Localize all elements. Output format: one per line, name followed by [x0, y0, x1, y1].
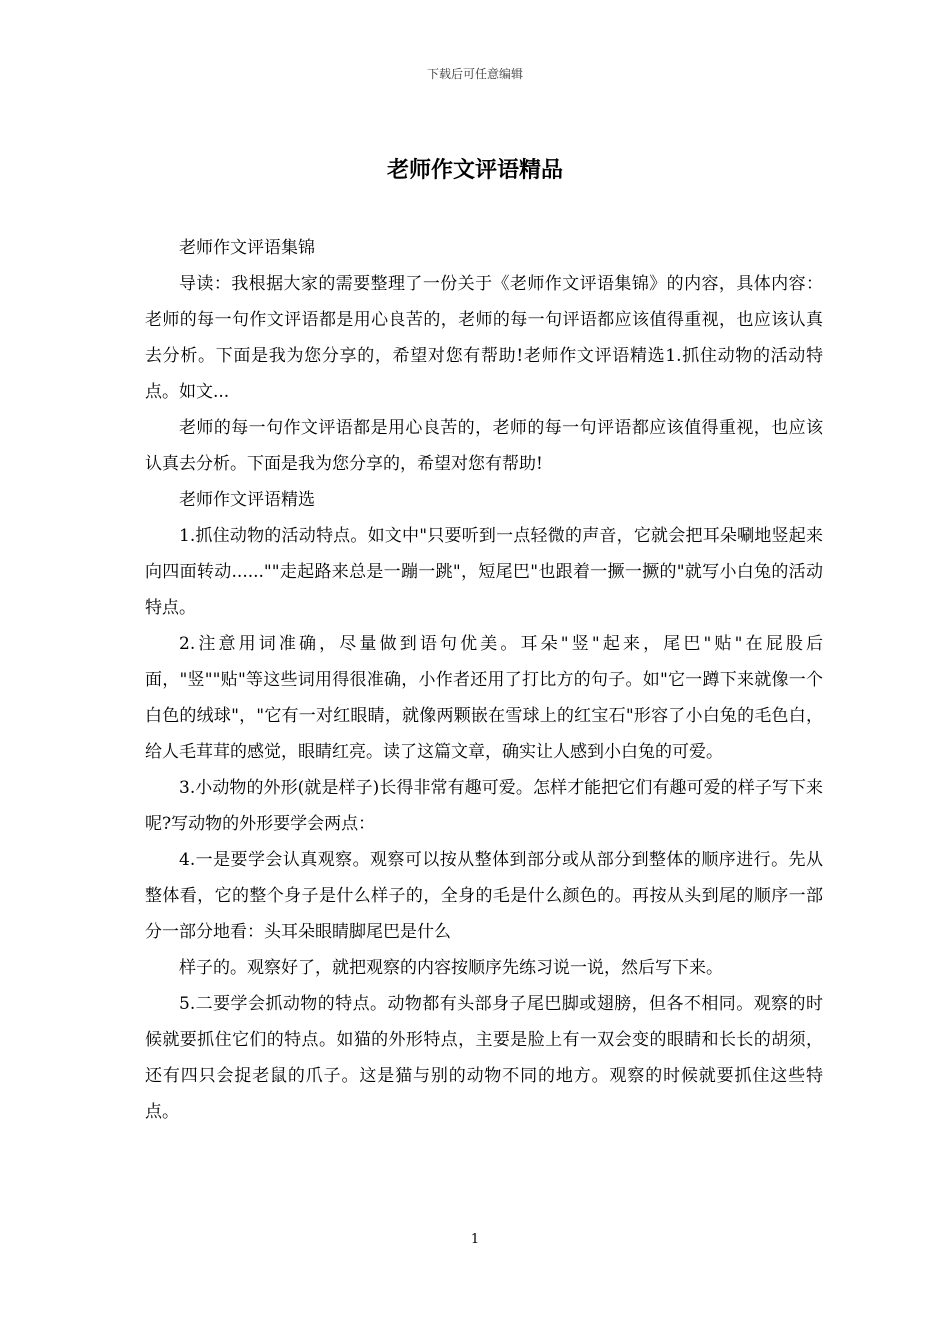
- page-header-note: 下载后可任意编辑: [426, 67, 523, 81]
- document-body: [145, 230, 823, 1130]
- page-number: 1: [470, 1232, 480, 1247]
- document-title: 老师作文评语精品: [386, 157, 563, 183]
- paragraph-subtitle: 老师作文评语集锦: [179, 238, 315, 258]
- paragraph-intro: 导读：我根据大家的需要整理了一份关于《老师作文评语集锦》的内容，具体内容：老师的每一句作文评语都是用心良苦的，老师的每一句评语都应该值得重视，也应该认真去分析。下面是我为您分享的，希望对您有帮助!老师作文评语精选1.抓住动物的活动特点。如文...: [145, 274, 823, 402]
- paragraph-point-3: 3.小动物的外形(就是样子)长得非常有趣可爱。怎样才能把它们有趣可爱的样子写下来呢?写动物的外形要学会两点：: [145, 778, 823, 834]
- paragraph-point-2: 2.注意用词准确，尽量做到语句优美。耳朵"竖"起来，尾巴"贴"在屁股后面，"竖""贴"等这些词用得很准确，小作者还用了打比方的句子。如"它一蹲下来就像一个白色的绒球"，"它有一对红眼睛，就像两颗嵌在雪球上的红宝石"形容了小白兔的毛色白，给人毛茸茸的感觉，眼睛红亮。读了这篇文章，确实让人感到小白兔的可爱。: [145, 634, 823, 762]
- paragraph-summary: 老师的每一句作文评语都是用心良苦的，老师的每一句评语都应该值得重视，也应该认真去分析。下面是我为您分享的，希望对您有帮助!: [145, 418, 823, 474]
- paragraph-point-4: 4.一是要学会认真观察。观察可以按从整体到部分或从部分到整体的顺序进行。先从整体看，它的整个身子是什么样子的，全身的毛是什么颜色的。再按从头到尾的顺序一部分一部分地看：头耳朵眼睛脚尾巴是什么: [145, 850, 823, 942]
- paragraph-point-4-continued: 样子的。观察好了，就把观察的内容按顺序先练习说一说，然后写下来。: [179, 958, 723, 978]
- paragraph-point-1: 1.抓住动物的活动特点。如文中"只要听到一点轻微的声音，它就会把耳朵唰地竖起来向四面转动......""走起路来总是一蹦一跳"，短尾巴"也跟着一撅一撅的"就写小白兔的活动特点。: [145, 526, 823, 618]
- paragraph-point-5: 5.二要学会抓动物的特点。动物都有头部身子尾巴脚或翅膀，但各不相同。观察的时候就要抓住它们的特点。如猫的外形特点，主要是脸上有一双会变的眼睛和长长的胡须，还有四只会捉老鼠的爪子。这是猫与别的动物不同的地方。观察的时候就要抓住这些特点。: [145, 994, 823, 1122]
- paragraph-section-heading: 老师作文评语精选: [179, 490, 315, 510]
